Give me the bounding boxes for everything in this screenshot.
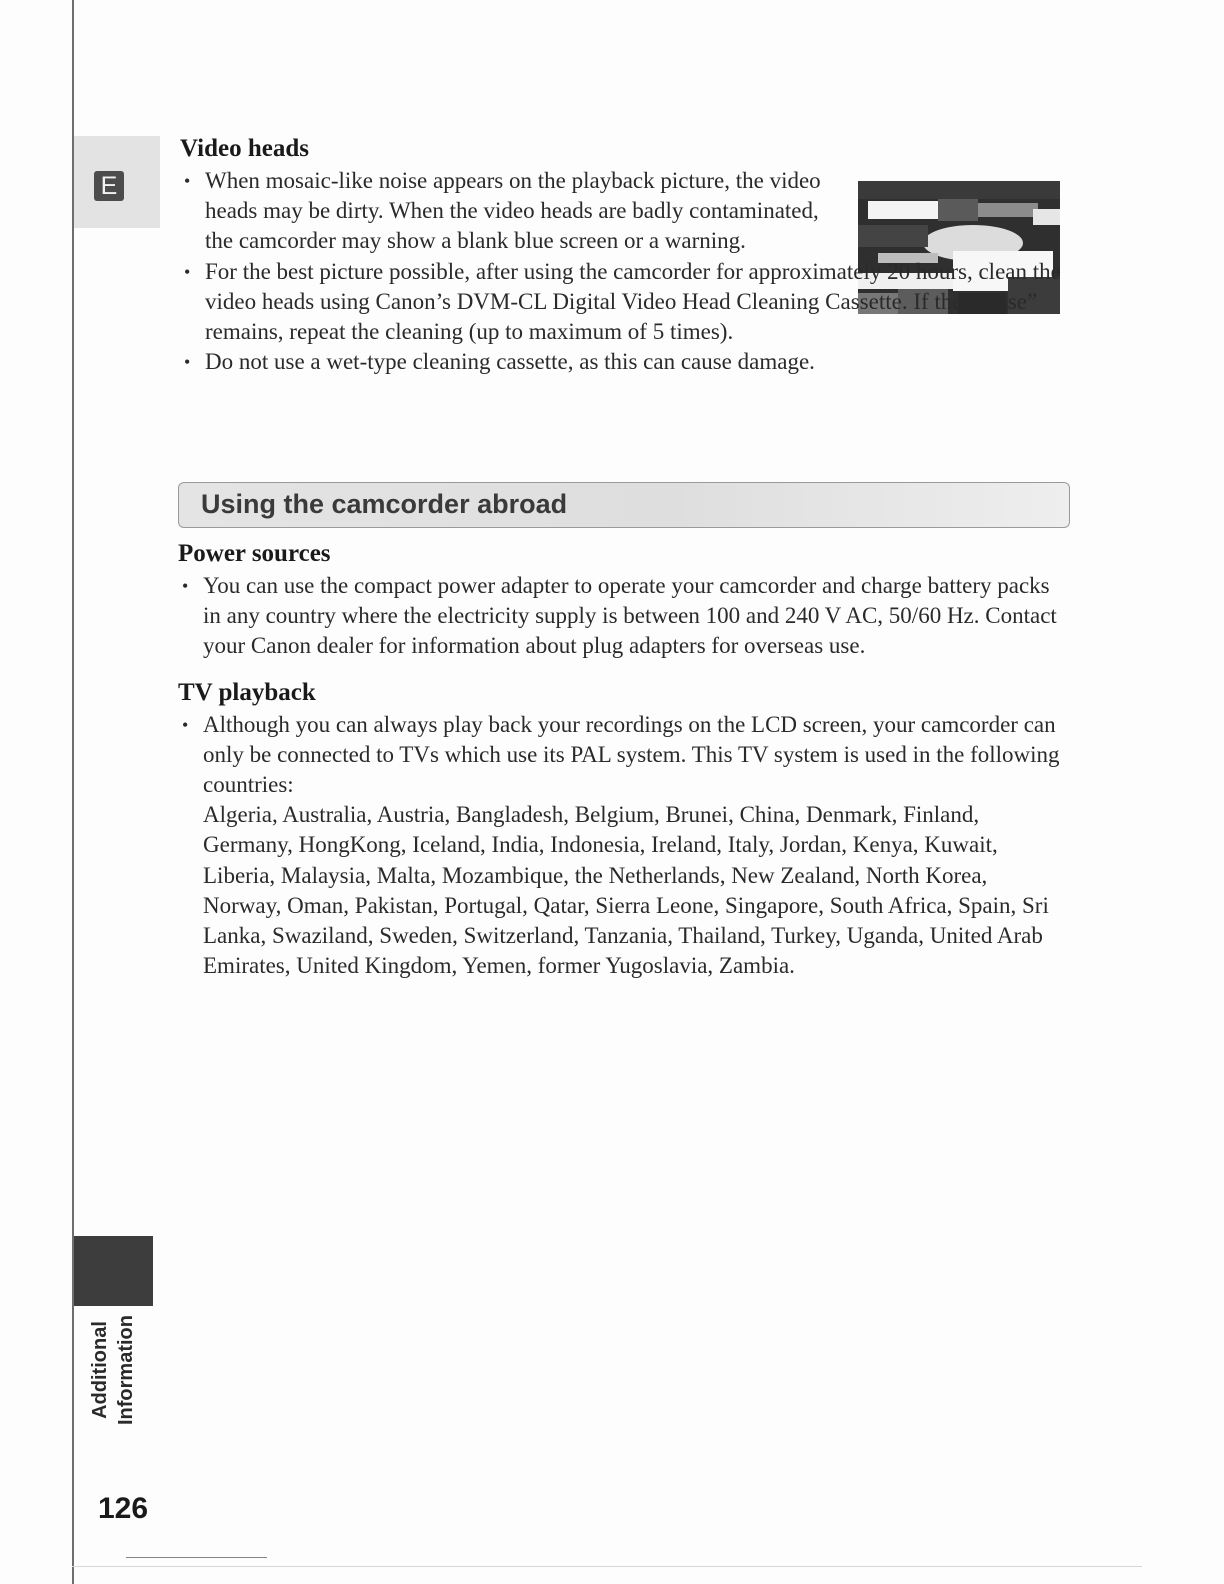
tv-playback-text: Although you can always play back your recordings on the LCD screen, your camcorder can only be connected to TVs which use its PAL system. This TV system is used in the following countries:: [203, 711, 1060, 798]
video-heads-list: [180, 166, 1070, 377]
main-content: [180, 134, 1070, 377]
video-heads-bullet-3: • Do not use a wet-type cleaning cassette, as this can cause damage.: [180, 347, 1070, 377]
pal-countries-list: Algeria, Australia, Austria, Bangladesh, Belgium, Brunei, China, Denmark, Finland, Germany, HongKong, Iceland, India, Indonesia, Ireland, Italy, Jordan, Kenya, Kuwait, Liberia, Malaysia, Malta, Mozambique, the Netherlands, New Zealand, North Korea, Norway, Oman, Pakistan, Portugal, Qatar, Sierra Leone, Singapore, South Africa, Spain, Sri Lanka, Swaziland, Sweden, Switzerland, Tanzania, Thailand, Turkey, Uganda, United Arab Emirates, United Kingdom, Yemen, former Yugoslavia, Zambia.: [203, 802, 1049, 979]
video-heads-bullet-2: • For the best picture possible, after using the camcorder for approximately 20 hours, clean the video heads using Canon’s DVM-CL Digital Video Head Cleaning Cassette. If the “noise” remains, repeat the cleaning (up to maximum of 5 times).: [180, 257, 1070, 348]
section-tab-block: [74, 1236, 153, 1306]
page-number: 126: [98, 1492, 149, 1525]
power-sources-list: [178, 571, 1068, 662]
power-sources-heading: Power sources: [178, 540, 331, 567]
language-marker: E: [94, 171, 124, 201]
footer-rule-accent: [126, 1557, 267, 1558]
footer-rule: [72, 1566, 1142, 1567]
section-tab-label-line1: Additional: [89, 1321, 111, 1419]
language-tab: [74, 136, 160, 228]
tv-playback-heading: TV playback: [178, 678, 316, 706]
video-heads-bullet-1: • When mosaic-like noise appears on the playback picture, the video heads may be dirty. When the video heads are badly contaminated, the camcorder may show a blank blue screen or a warning.: [180, 166, 1070, 257]
section-banner: [178, 482, 1070, 528]
section-tab-label: [87, 1310, 139, 1430]
tv-playback-list: [178, 710, 1068, 982]
power-sources-bullet: • You can use the compact power adapter to operate your camcorder and charge battery packs in any country where the electricity supply is between 100 and 240 V AC, 50/60 Hz. Contact your Canon dealer for information about plug adapters for overseas use.: [178, 571, 1068, 662]
page-margin-line: [72, 0, 74, 1584]
tv-playback-bullet: [178, 710, 1068, 982]
abroad-content: [178, 539, 1068, 981]
section-title: Using the camcorder abroad: [201, 489, 568, 519]
section-tab-label-line2: Information: [115, 1315, 137, 1425]
video-heads-heading: Video heads: [180, 135, 309, 162]
